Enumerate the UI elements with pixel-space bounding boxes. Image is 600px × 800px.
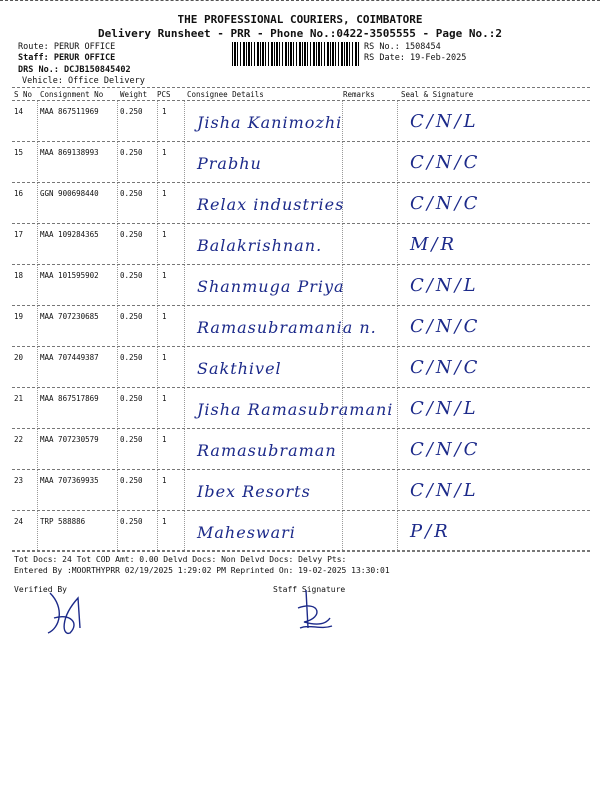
column-divider <box>184 142 185 183</box>
column-divider <box>37 224 38 265</box>
header-top-rule <box>12 87 590 88</box>
col-header-seal: Seal & Signature <box>401 90 474 99</box>
column-divider <box>117 347 118 388</box>
column-divider <box>184 429 185 470</box>
column-divider <box>37 347 38 388</box>
seal-handwriting: C/N/L <box>410 275 479 296</box>
column-divider <box>184 347 185 388</box>
table-bottom-rule <box>12 550 590 551</box>
column-divider <box>117 142 118 183</box>
cell-pcs: 1 <box>162 107 167 116</box>
column-divider <box>184 511 185 552</box>
table-row <box>12 429 590 470</box>
cell-weight: 0.250 <box>120 148 143 157</box>
rs-number: RS No.: 1508454 <box>364 42 441 52</box>
col-header-pcs: PCS <box>157 90 171 99</box>
column-divider <box>37 265 38 306</box>
cell-weight: 0.250 <box>120 189 143 198</box>
column-divider <box>37 511 38 552</box>
cell-pcs: 1 <box>162 271 167 280</box>
cell-pcs: 1 <box>162 353 167 362</box>
consignee-handwriting: Maheswari <box>197 523 296 542</box>
column-divider <box>397 224 398 265</box>
cell-sno: 21 <box>14 394 24 403</box>
consignee-handwriting: Ibex Resorts <box>197 482 311 501</box>
cell-sno: 16 <box>14 189 24 198</box>
consignee-handwriting: Balakrishnan. <box>197 236 323 255</box>
column-divider <box>157 101 158 142</box>
cell-consignment: GGN 900698440 <box>40 189 99 198</box>
table-row <box>12 388 590 429</box>
cell-consignment: MAA 867511969 <box>40 107 99 116</box>
column-divider <box>157 347 158 388</box>
column-divider <box>37 470 38 511</box>
seal-handwriting: C/N/C <box>410 316 481 337</box>
cell-consignment: MAA 869138993 <box>40 148 99 157</box>
runsheet-subtitle: Delivery Runsheet - PRR - Phone No.:0422-3505555 - Page No.:2 <box>98 27 502 40</box>
table-row <box>12 511 590 552</box>
entered-by-line: Entered By :MOORTHYPRR 02/19/2025 1:29:02 PM Reprinted On: 19-02-2025 13:30:01 <box>14 566 390 575</box>
column-divider <box>342 347 343 388</box>
column-divider <box>117 224 118 265</box>
rs-date: RS Date: 19-Feb-2025 <box>364 53 467 63</box>
cell-weight: 0.250 <box>120 230 143 239</box>
column-divider <box>397 101 398 142</box>
cell-pcs: 1 <box>162 394 167 403</box>
column-divider <box>157 429 158 470</box>
cell-weight: 0.250 <box>120 353 143 362</box>
seal-handwriting: C/N/C <box>410 193 481 214</box>
col-header-weight: Weight <box>120 90 148 99</box>
table-row <box>12 142 590 183</box>
table-row <box>12 470 590 511</box>
seal-handwriting: P/R <box>410 521 451 542</box>
cell-consignment: MAA 707449387 <box>40 353 99 362</box>
consignee-handwriting: Shanmuga Priya <box>197 277 345 296</box>
column-divider <box>37 183 38 224</box>
column-divider <box>157 224 158 265</box>
table-row <box>12 347 590 388</box>
column-divider <box>342 224 343 265</box>
column-divider <box>397 388 398 429</box>
column-divider <box>117 101 118 142</box>
barcode-image <box>232 42 359 66</box>
column-divider <box>117 388 118 429</box>
cell-sno: 22 <box>14 435 24 444</box>
cell-sno: 14 <box>14 107 24 116</box>
cell-weight: 0.250 <box>120 435 143 444</box>
verifier-signature <box>40 588 100 638</box>
column-divider <box>117 183 118 224</box>
cell-consignment: MAA 867517869 <box>40 394 99 403</box>
column-divider <box>397 142 398 183</box>
column-divider <box>157 511 158 552</box>
cell-weight: 0.250 <box>120 312 143 321</box>
column-divider <box>37 142 38 183</box>
consignee-handwriting: Ramasubraman <box>197 441 337 460</box>
drs-number: DRS No.: DCJB150845402 <box>18 65 131 75</box>
col-header-consignment: Consignment No <box>40 90 104 99</box>
cell-sno: 19 <box>14 312 24 321</box>
route-label: Route: PERUR OFFICE <box>18 42 116 52</box>
cell-weight: 0.250 <box>120 476 143 485</box>
consignee-handwriting: Jisha Ramasubramani <box>197 400 394 419</box>
column-divider <box>117 470 118 511</box>
column-divider <box>157 183 158 224</box>
cell-consignment: MAA 109284365 <box>40 230 99 239</box>
column-divider <box>117 306 118 347</box>
column-divider <box>157 142 158 183</box>
cell-weight: 0.250 <box>120 517 143 526</box>
cell-sno: 20 <box>14 353 24 362</box>
staff-signature-label: Staff Signature <box>273 585 346 594</box>
column-divider <box>397 347 398 388</box>
column-divider <box>342 142 343 183</box>
column-divider <box>184 388 185 429</box>
column-divider <box>342 429 343 470</box>
cell-consignment: MAA 707230685 <box>40 312 99 321</box>
seal-handwriting: M/R <box>410 234 458 255</box>
seal-handwriting: C/N/L <box>410 111 479 132</box>
column-divider <box>157 265 158 306</box>
table-row <box>12 224 590 265</box>
verified-by-label: Verified By <box>14 585 67 594</box>
column-divider <box>342 470 343 511</box>
cell-weight: 0.250 <box>120 271 143 280</box>
cell-sno: 18 <box>14 271 24 280</box>
table-row <box>12 183 590 224</box>
cell-consignment: TRP 588886 <box>40 517 86 526</box>
column-divider <box>397 265 398 306</box>
column-divider <box>397 306 398 347</box>
column-divider <box>157 306 158 347</box>
cell-consignment: MAA 707230579 <box>40 435 99 444</box>
seal-handwriting: C/N/C <box>410 152 481 173</box>
cell-sno: 23 <box>14 476 24 485</box>
column-divider <box>184 101 185 142</box>
col-header-remarks: Remarks <box>343 90 375 99</box>
column-divider <box>184 265 185 306</box>
top-dashed-rule <box>0 0 600 1</box>
column-divider <box>157 470 158 511</box>
cell-pcs: 1 <box>162 517 167 526</box>
column-divider <box>157 388 158 429</box>
consignee-handwriting: Sakthivel <box>197 359 282 378</box>
cell-pcs: 1 <box>162 189 167 198</box>
column-divider <box>184 224 185 265</box>
column-divider <box>397 183 398 224</box>
consignee-handwriting: Ramasubramania n. <box>197 318 377 337</box>
staff-signature <box>290 588 340 633</box>
vehicle-label: Vehicle: Office Delivery <box>22 76 145 86</box>
seal-handwriting: C/N/C <box>410 439 481 460</box>
column-divider <box>37 429 38 470</box>
cell-sno: 15 <box>14 148 24 157</box>
consignee-handwriting: Relax industries <box>197 195 345 214</box>
table-row <box>12 101 590 142</box>
cell-pcs: 1 <box>162 476 167 485</box>
staff-label: Staff: PERUR OFFICE <box>18 53 116 63</box>
cell-sno: 17 <box>14 230 24 239</box>
column-divider <box>184 470 185 511</box>
column-divider <box>37 306 38 347</box>
row-divider <box>12 551 590 552</box>
column-divider <box>117 429 118 470</box>
seal-handwriting: C/N/L <box>410 480 479 501</box>
column-divider <box>397 429 398 470</box>
cell-pcs: 1 <box>162 435 167 444</box>
column-divider <box>37 101 38 142</box>
column-divider <box>397 511 398 552</box>
column-divider <box>342 511 343 552</box>
company-title: THE PROFESSIONAL COURIERS, COIMBATORE <box>177 13 423 26</box>
table-row <box>12 265 590 306</box>
cell-consignment: MAA 101595902 <box>40 271 99 280</box>
column-divider <box>117 265 118 306</box>
consignee-handwriting: Jisha Kanimozhi <box>197 113 343 132</box>
column-divider <box>397 470 398 511</box>
cell-weight: 0.250 <box>120 107 143 116</box>
cell-pcs: 1 <box>162 230 167 239</box>
cell-pcs: 1 <box>162 312 167 321</box>
col-header-sno: S No <box>14 90 33 99</box>
column-divider <box>184 183 185 224</box>
cell-weight: 0.250 <box>120 394 143 403</box>
seal-handwriting: C/N/L <box>410 398 479 419</box>
col-header-consignee: Consignee Details <box>187 90 264 99</box>
column-divider <box>37 388 38 429</box>
consignee-handwriting: Prabhu <box>197 154 262 173</box>
totals-line: Tot Docs: 24 Tot COD Amt: 0.00 Delvd Docs: Non Delvd Docs: Delvy Pts: <box>14 555 347 564</box>
cell-consignment: MAA 707369935 <box>40 476 99 485</box>
cell-sno: 24 <box>14 517 24 526</box>
column-divider <box>184 306 185 347</box>
column-divider <box>117 511 118 552</box>
cell-pcs: 1 <box>162 148 167 157</box>
table-row <box>12 306 590 347</box>
seal-handwriting: C/N/C <box>410 357 481 378</box>
